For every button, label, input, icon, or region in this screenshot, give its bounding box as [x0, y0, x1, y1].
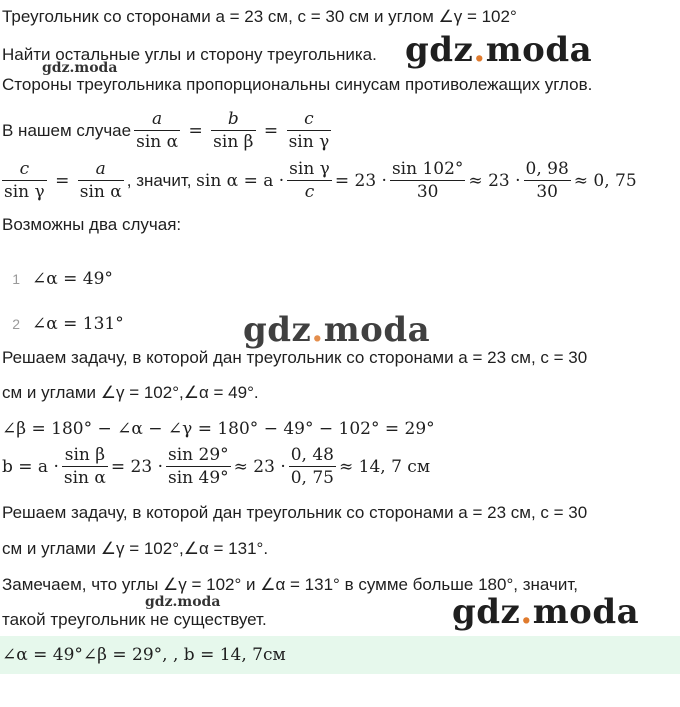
fraction-a-sin-alpha-2: $\frac{a}{\text{sin α}}$ — [79, 159, 122, 202]
watermark-small-2: gdz.moda — [145, 594, 221, 610]
therefore-text: , значит, — [126, 170, 197, 190]
case-1-item — [0, 268, 113, 290]
conclusion-text-b: такой треугольник не существует. — [2, 610, 267, 629]
sin-alpha-row: $\frac{c}{\text{sin γ}}$ = $\frac{a}{\text{sin α}}$ , значит, sin α = a · $\frac{\text{sin γ}}{c}$ = 23 · $\frac{\sin 102^\circ}{30}$ ≈ 23 · $\frac{0, 98}{30}$ ≈ 0, 75 — [4, 159, 637, 202]
two-cases-text: Возможны два случая: — [2, 215, 182, 234]
watermark-logo-2: gdz.moda — [243, 310, 431, 350]
side-b-expr: b = a · — [2, 456, 59, 477]
watermark-small-1: gdz.moda — [42, 60, 118, 76]
solve-case1-text-b: см и углами ∠γ = 102°,∠α = 49°. — [2, 383, 259, 402]
fraction-048-075: $\frac{0, 48}{0, 75}$ — [290, 445, 334, 488]
case-1-number: 1 — [12, 271, 20, 287]
fraction-c-sin-gamma-2: $\frac{c}{\text{sin γ}}$ — [4, 159, 45, 202]
fraction-sin29-sin49: $\frac{\sin 29^\circ}{\sin 49^\circ}$ — [167, 445, 229, 488]
watermark-logo-1: gdz.moda — [405, 30, 593, 70]
beta-calculation: ∠β = 180° − ∠α − ∠γ = 180° − 49° − 102° = 29° — [2, 419, 435, 439]
fraction-c-sin-gamma: $\frac{c}{\text{sin γ}}$ — [288, 109, 330, 152]
case-2-item — [0, 313, 124, 335]
fraction-a-sin-alpha: $\frac{a}{\text{sin α}}$ — [136, 109, 179, 152]
fraction-sin102-30: $\frac{\sin 102^\circ}{30}$ — [391, 159, 464, 202]
side-b-row: b = a · $\frac{\text{sin β}}{\text{sin α}}$ = 23 · $\frac{\sin 29^\circ}{\sin 49^\circ}$ ≈ 23 · $\frac{0, 48}{0, 75}$ ≈ 14, 7 см — [2, 445, 431, 488]
solve-case2-text-b: см и углами ∠γ = 102°,∠α = 131°. — [2, 539, 269, 558]
fraction-098-30: $\frac{0, 98}{30}$ — [525, 159, 569, 202]
answer-text: ∠α = 49°∠β = 29°, , b = 14, 7см — [2, 645, 286, 665]
sin-alpha-expr: sin α = a · — [196, 170, 285, 191]
conclusion-text-a: Замечаем, что углы ∠γ = 102° и ∠α = 131° в сумме больше 180°, значит, — [2, 575, 578, 594]
fraction-sin-gamma-c: $\frac{\text{sin γ}}{c}$ — [289, 159, 330, 202]
proportion-prefix: В нашем случае — [2, 120, 132, 140]
problem-statement: Треугольник со сторонами a = 23 см, c = 30 см и углом ∠γ = 102° — [2, 7, 517, 26]
case-2-value: ∠α = 131° — [32, 314, 124, 334]
proportion-row: В нашем случае $\frac{a}{\text{sin α}}$ = $\frac{b}{\text{sin β}}$ = $\frac{c}{\text{sin γ}}$ — [2, 109, 330, 152]
answer-box — [0, 636, 680, 674]
task-text: Найти остальные углы и сторону треугольника. — [2, 45, 377, 64]
law-of-sines-text: Стороны треугольника пропорциональны синусам противолежащих углов. — [2, 75, 593, 94]
fraction-b-sin-beta: $\frac{b}{\text{sin β}}$ — [213, 109, 254, 152]
case-1-value: ∠α = 49° — [32, 269, 113, 289]
watermark-logo-3: gdz.moda — [452, 592, 640, 632]
solve-case2-text-a: Решаем задачу, в которой дан треугольник со сторонами a = 23 см, c = 30 — [2, 503, 588, 522]
solve-case1-text-a: Решаем задачу, в которой дан треугольник со сторонами a = 23 см, c = 30 — [2, 348, 588, 367]
fraction-sin-beta-sin-alpha: $\frac{\text{sin β}}{\text{sin α}}$ — [63, 445, 106, 488]
case-2-number: 2 — [12, 316, 20, 332]
